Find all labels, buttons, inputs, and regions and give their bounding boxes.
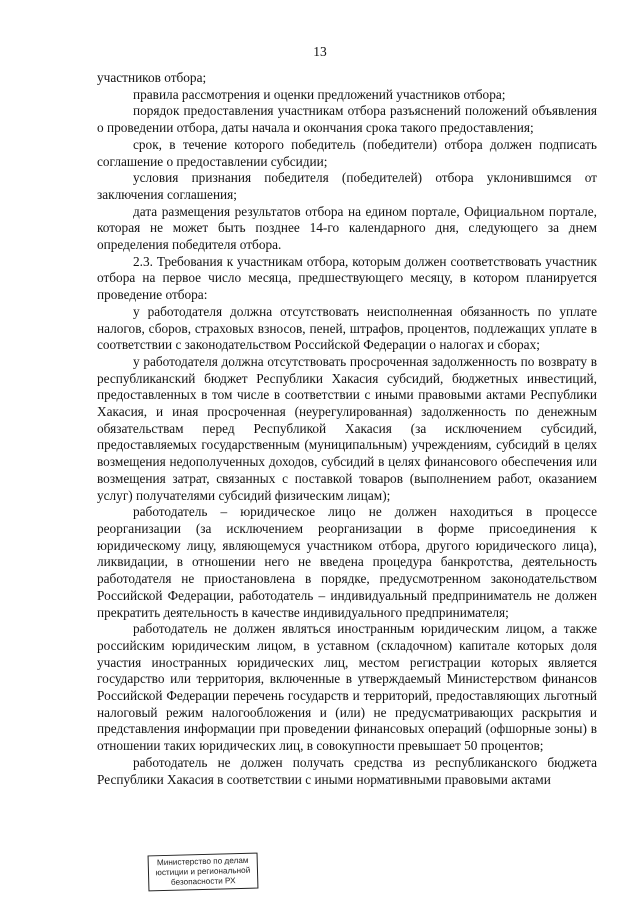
paragraph: у работодателя должна отсутствовать неисполненная обязанность по уплате налогов, сборов, страховых взносов, пеней, штрафов, процентов, подлежащих уплате в соответствии с законодательством Российской Федерации о налогах и сборах; xyxy=(97,303,597,353)
stamp-line: Министерство по делам xyxy=(156,855,249,868)
paragraph: 2.3. Требования к участникам отбора, которым должен соответствовать участник отбора на первое число месяца, предшествующего месяцу, в котором планируется проведение отбора: xyxy=(97,253,597,303)
ministry-stamp xyxy=(148,853,259,892)
paragraph: дата размещения результатов отбора на едином портале, Официальном портале, которая не может быть позднее 14-го календарного дня, следующего за днем определения победителя отбора. xyxy=(97,203,597,253)
paragraph: работодатель не должен являться иностранным юридическим лицом, а также российским юридическим лицом, в уставном (складочном) капитале которых доля участия иностранных юридических лиц, местом регистрации которых является государство или территория, включенные в утверждаемый Министерством финансов Российской Федерации перечень государств и территорий, предоставляющих льготный налоговый режим налогообложения и (или) не предусматривающих раскрытия и представления информации при проведении финансовых операций (офшорные зоны) в отношении таких юридических лиц, в совокупности превышает 50 процентов; xyxy=(97,621,597,754)
paragraph: работодатель – юридическое лицо не должен находиться в процессе реорганизации (за исключением реорганизации в форме присоединения к юридическому лицу, являющемуся участником отбора, другого юридического лица), ликвидации, в отношении него не введена процедура банкротства, деятельность работодателя не приостановлена в порядке, предусмотренном законодательством Российской Федерации, работодатель – индивидуальный предприниматель не должен прекратить деятельность в качестве индивидуального предпринимателя; xyxy=(97,504,597,620)
paragraph: у работодателя должна отсутствовать просроченная задолженность по возврату в республиканский бюджет Республики Хакасия субсидий, бюджетных инвестиций, предоставленных в том числе в соответствии с иными правовыми актами Республики Хакасия, и иная просроченная (неурегулированная) задолженность по денежным обязательствам перед Республикой Хакасия (за исключением субсидий, предоставляемых государственным (муниципальным) учреждениям, субсидий в целях возмещения недополученных доходов, субсидий в целях финансового обеспечения или возмещения затрат, связанных с поставкой товаров (выполнением работ, оказанием услуг) получателями субсидий физическим лицам); xyxy=(97,353,597,503)
document-body xyxy=(97,70,597,788)
paragraph: участников отбора; xyxy=(97,70,207,85)
paragraph: условия признания победителя (победителей) отбора уклонившимся от заключения соглашения; xyxy=(97,170,597,202)
paragraph: порядок предоставления участникам отбора разъяснений положений объявления о проведении отбора, даты начала и окончания срока такого предоставления; xyxy=(97,103,597,136)
stamp-line: безопасности РХ xyxy=(170,876,236,887)
paragraph: правила рассмотрения и оценки предложений участников отбора; xyxy=(133,86,506,102)
stamp-line: юстиции и региональной xyxy=(155,865,251,878)
paragraph: срок, в течение которого победитель (победители) отбора должен подписать соглашение о предоставлении субсидии; xyxy=(97,136,597,169)
paragraph: работодатель не должен получать средства из республиканского бюджета Республики Хакасия в соответствии с иными нормативными правовыми актами xyxy=(97,754,597,787)
page-number: 13 xyxy=(313,44,327,59)
